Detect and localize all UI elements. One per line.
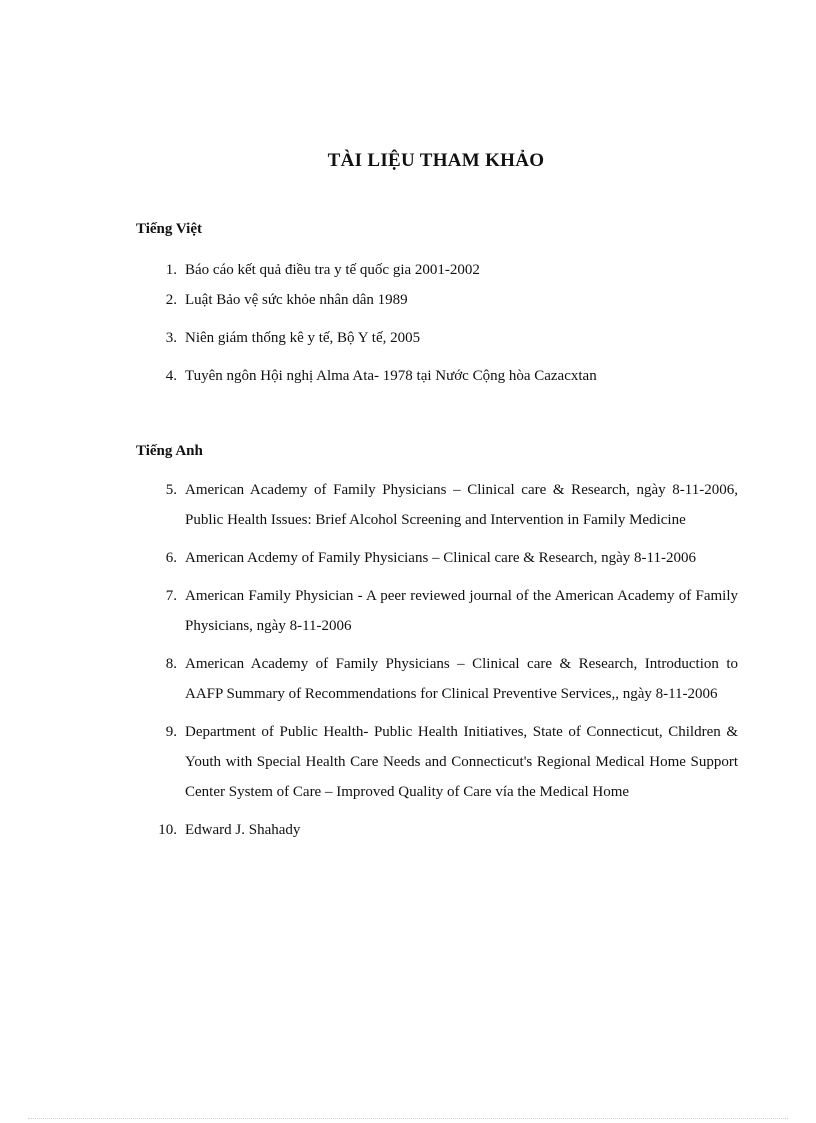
section-heading-english: Tiếng Anh xyxy=(136,443,203,459)
reference-number: 4. xyxy=(165,368,177,384)
reference-text: American Acdemy of Family Physicians – Clinical care & Research, ngày 8-11-2006 xyxy=(185,550,696,566)
reference-number: 5. xyxy=(165,482,177,498)
reference-number: 7. xyxy=(165,588,177,604)
reference-text: American Academy of Family Physicians – Clinical care & Research, ngày 8-11-2006, Public Health Issues: Brief Alcohol Screening and Intervention in Family Medicine xyxy=(185,482,738,528)
reference-text: American Academy of Family Physicians – Clinical care & Research, Introduction to AAFP Summary of Recommendations for Clinical Preventive Services,, ngày 8-11-2006 xyxy=(185,656,738,702)
reference-text: American Family Physician - A peer reviewed journal of the American Academy of Family Physicians, ngày 8-11-2006 xyxy=(185,588,738,634)
section-heading-vietnamese: Tiếng Việt xyxy=(136,221,202,237)
reference-number: 1. xyxy=(165,262,177,278)
reference-text: Luật Bảo vệ sức khỏe nhân dân 1989 xyxy=(185,292,408,308)
reference-item xyxy=(136,581,738,641)
reference-item xyxy=(136,285,738,315)
page-bottom-rule xyxy=(28,1118,788,1119)
reference-item xyxy=(136,543,738,573)
reference-text: Department of Public Health- Public Health Initiatives, State of Connecticut, Children & Youth with Special Health Care Needs and Connecticut's Regional Medical Home Support Center System of Care – Improved Quality of Care vía the Medical Home xyxy=(185,724,738,800)
reference-number: 3. xyxy=(165,330,177,346)
page-title: TÀI LIỆU THAM KHẢO xyxy=(327,150,545,171)
reference-text: Báo cáo kết quả điều tra y tế quốc gia 2001-2002 xyxy=(185,262,480,278)
reference-list-english xyxy=(136,475,738,845)
reference-number: 8. xyxy=(165,656,177,672)
reference-item xyxy=(136,649,738,709)
reference-item xyxy=(136,475,738,535)
reference-list-vietnamese xyxy=(136,255,738,391)
reference-item xyxy=(136,323,738,353)
reference-number: 10. xyxy=(158,822,177,838)
reference-text: Edward J. Shahady xyxy=(185,822,301,838)
reference-number: 6. xyxy=(165,550,177,566)
reference-number: 2. xyxy=(165,292,177,308)
reference-item xyxy=(136,815,738,845)
reference-number: 9. xyxy=(165,724,177,740)
reference-item xyxy=(136,717,738,807)
reference-text: Niên giám thống kê y tế, Bộ Y tế, 2005 xyxy=(185,330,421,346)
reference-item xyxy=(136,361,738,391)
reference-text: Tuyên ngôn Hội nghị Alma Ata- 1978 tại Nước Cộng hòa Cazacxtan xyxy=(185,368,597,384)
reference-item xyxy=(136,255,738,285)
